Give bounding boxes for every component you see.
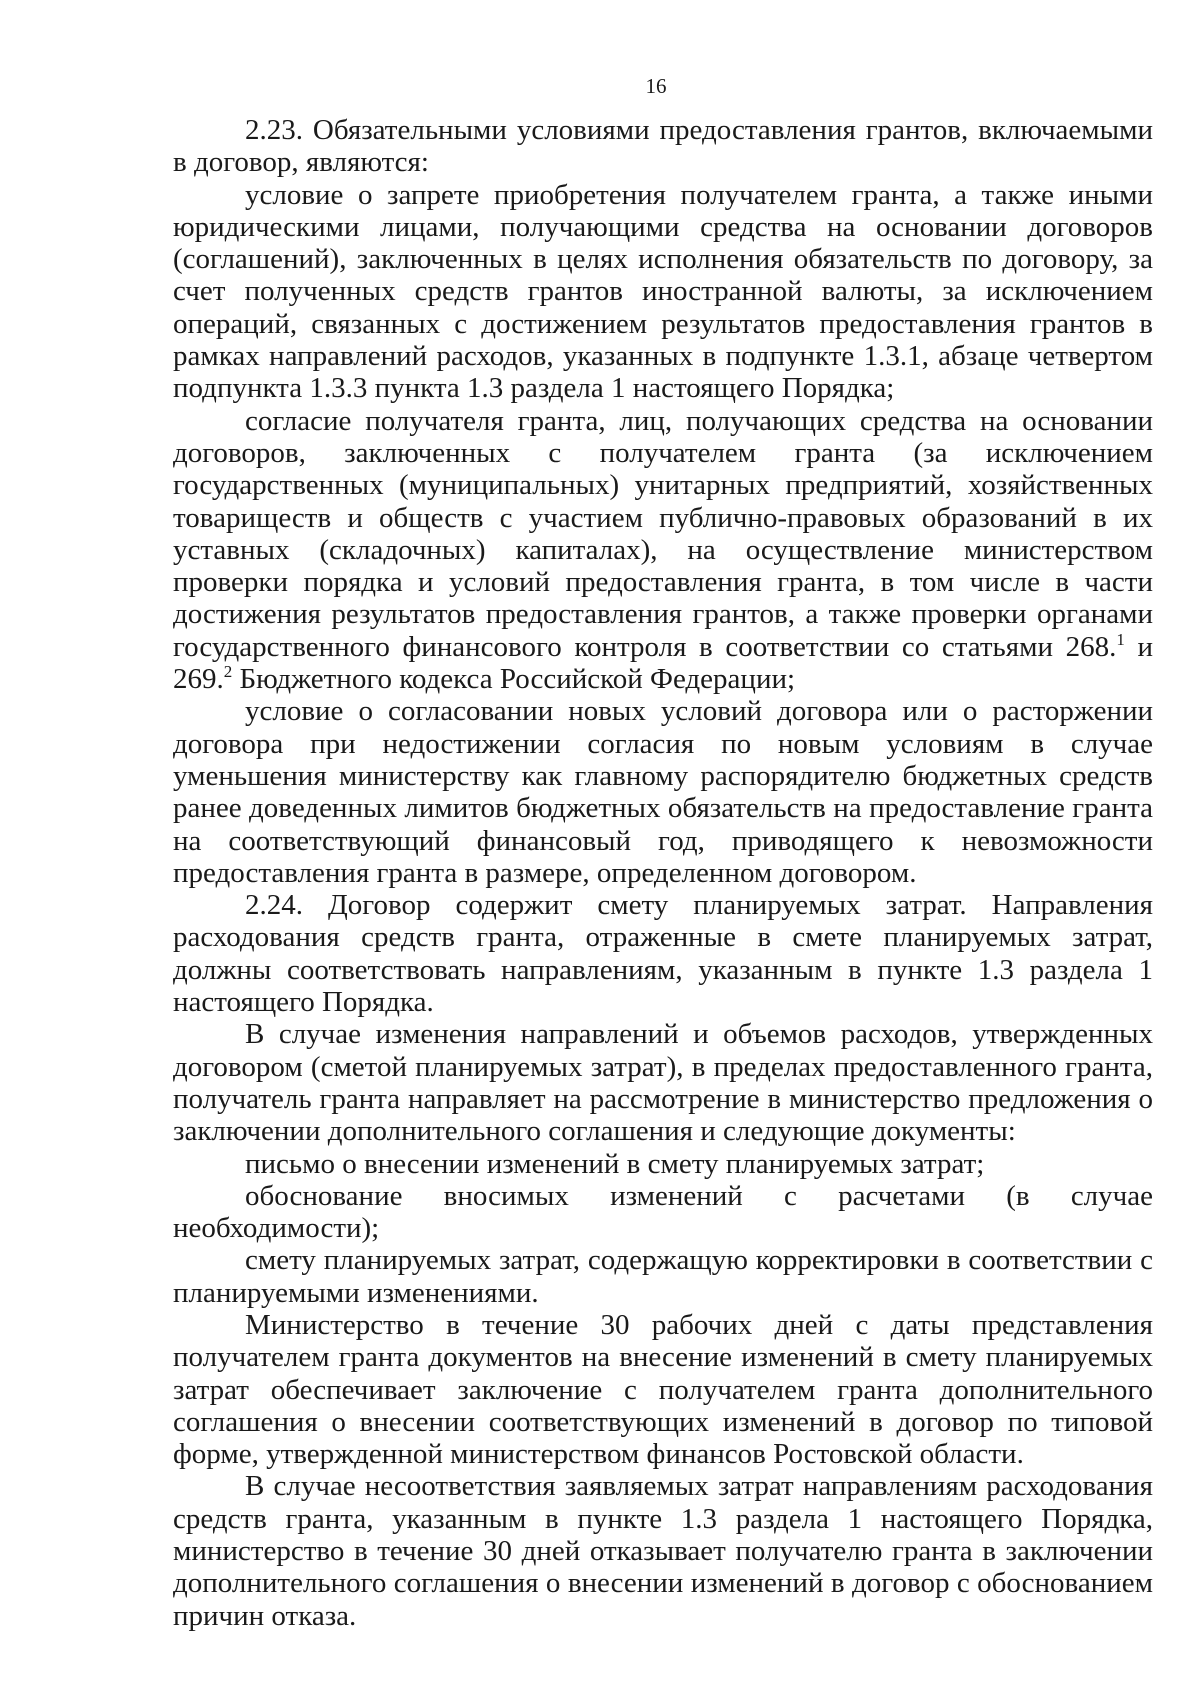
page-number: 16 <box>645 74 667 98</box>
paragraph-contract-terms: условие о согласовании новых условий договора или о расторжении договора при недостижении согласия по новым условиям в случае уменьшения министерству как главному распорядителю бюджетных средств ранее доведенных лимитов бюджетных обязательств на предоставление гранта на соответствующий финансовый год, приводящего к невозможности предоставления гранта в размере, определенном договором. <box>173 695 1153 889</box>
paragraph-audit-consent <box>173 405 1153 696</box>
paragraph-audit-consent-text-c: Бюджетного кодекса Российской Федерации; <box>232 663 796 696</box>
list-item-estimate: смету планируемых затрат, содержащую корректировки в соответствии с планируемыми изменениями. <box>173 1244 1153 1309</box>
list-item-letter: письмо о внесении изменений в смету планируемых затрат; <box>245 1147 985 1180</box>
paragraph-audit-consent-text-b: и 269. <box>173 630 1153 696</box>
paragraph-audit-consent-text-a: согласие получателя гранта, лиц, получающих средства на основании договоров, заключенных с получателем гранта (за исключением государственных (муниципальных) унитарных предприятий, хозяйственных товариществ и обществ с участием публично-правовых образований в их уставных (складочных) капиталах), на осуществление министерством проверки порядка и условий предоставления гранта, в том числе в части достижения результатов предоставления грантов, а также проверки органами государственного финансового контроля в соответствии со статьями 268. <box>173 404 1153 663</box>
paragraph-2-24: 2.24. Договор содержит смету планируемых затрат. Направления расходования средств гранта, отраженные в смете планируемых затрат, должны соответствовать направлениям, указанным в пункте 1.3 раздела 1 настоящего Порядка. <box>173 889 1153 1019</box>
paragraph-2-23: 2.23. Обязательными условиями предоставления грантов, включаемыми в договор, являются: <box>173 114 1153 179</box>
footnote-marker-1: 1 <box>1116 629 1125 649</box>
list-item-justification: обоснование вносимых изменений с расчетами (в случае необходимости); <box>173 1179 1153 1245</box>
paragraph-refusal: В случае несоответствия заявляемых затрат направлениям расходования средств гранта, указанным в пункте 1.3 раздела 1 настоящего Порядка, министерство в течение 30 дней отказывает получателю гранта в заключении дополнительного соглашения о внесении изменений в договор с обоснованием причин отказа. <box>173 1470 1153 1632</box>
paragraph-ministry-30-days: Министерство в течение 30 рабочих дней с даты представления получателем гранта документов на внесение изменений в смету планируемых затрат обеспечивает заключение с получателем гранта дополнительного соглашения о внесении соответствующих изменений в договор по типовой форме, утвержденной министерством финансов Ростовской области. <box>173 1308 1153 1471</box>
paragraph-changes: В случае изменения направлений и объемов расходов, утвержденных договором (сметой планируемых затрат), в пределах предоставленного гранта, получатель гранта направляет на рассмотрение в министерство предложения о заключении дополнительного соглашения и следующие документы: <box>173 1018 1153 1148</box>
paragraph-currency-ban: условие о запрете приобретения получателем гранта, а также иными юридическими лицами, получающими средства на основании договоров (соглашений), заключенных в целях исполнения обязательств по договору, за счет полученных средств грантов иностранной валюты, за исключением операций, связанных с достижением результатов предоставления грантов в рамках направлений расходов, указанных в подпункте 1.3.1, абзаце четвертом подпункта 1.3.3 пункта 1.3 раздела 1 настоящего Порядка; <box>173 178 1153 405</box>
footnote-marker-2: 2 <box>223 662 233 682</box>
document-body <box>173 114 1153 1632</box>
